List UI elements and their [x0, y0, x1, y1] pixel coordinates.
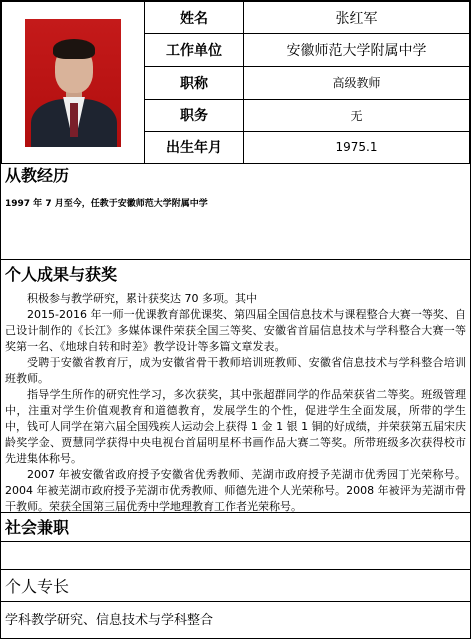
photo-cell — [2, 2, 145, 164]
social-section — [1, 543, 470, 570]
expertise-heading-row — [1, 571, 470, 602]
career-section — [1, 190, 470, 260]
expertise-heading: 个人专长 — [5, 577, 70, 596]
profile-table — [1, 1, 470, 164]
achievements-paragraph: 指导学生所作的研究性学习，多次获奖，其中张超群同学的作品荣获省二等奖。班级管理中，注重对学生价值观教育和道德教育，发展学生的个性，促进学生全面发展，所带的学生中，钱可人同学在第六届全国残疾人运动会上获得 1 金 1 银 1 铜的好成绩，并荣获第五届宋庆龄奖学金、贾慧同学获得中央电视台首届明星杯书画作品大赛二等奖。所带班级多次获得校市先进集体称号。 — [5, 388, 466, 465]
portrait-photo — [25, 19, 121, 147]
expertise-section — [1, 603, 470, 638]
expertise-text: 学科教学研究、信息技术与学科整合 — [5, 613, 214, 628]
birth-value: 1975.1 — [244, 131, 470, 163]
name-label: 姓名 — [145, 2, 244, 34]
social-heading: 社会兼职 — [5, 518, 70, 537]
position-value: 无 — [244, 99, 470, 131]
name-value: 张红军 — [244, 2, 470, 34]
achievements-section — [1, 288, 470, 513]
achievements-paragraph: 积极参与教学研究，累计获奖达 70 多项。其中 — [27, 292, 257, 305]
achievements-paragraph: 2015-2016 年一师一优课教育部优课奖、第四届全国信息技术与课程整合大赛一等奖、自己设计制作的《长江》多媒体课件荣获全国三等奖、安徽省首届信息技术与学科整合大赛一等奖第一名、《地球自转和时差》教学设计等多篇文章发表。 — [5, 308, 466, 353]
career-line: 1997 年 7 月至今，任教于安徽师范大学附属中学 — [5, 199, 208, 209]
career-heading-row — [1, 162, 470, 190]
career-heading: 从教经历 — [5, 166, 70, 185]
unit-label: 工作单位 — [145, 34, 244, 67]
achievements-heading: 个人成果与获奖 — [5, 265, 118, 284]
title-value: 高级教师 — [244, 67, 470, 99]
title-label: 职称 — [145, 67, 244, 99]
position-label: 职务 — [145, 99, 244, 131]
achievements-body — [1, 291, 470, 515]
achievements-paragraph: 受聘于安徽省教育厅，成为安徽省骨干教师培训班教师、安徽省信息技术与学科整合培训班教师。 — [5, 356, 466, 385]
social-heading-row — [1, 514, 470, 542]
achievements-heading-row — [1, 261, 470, 288]
achievements-paragraph: 2007 年被安徽省政府授予安徽省优秀教师、芜湖市政府授予芜湖市优秀园丁光荣称号。2004 年被芜湖市政府授予芜湖市优秀教师、师德先进个人光荣称号。2008 年被评为芜湖市骨干教师。荣获全国第三届优秀中学地理教育工作者光荣称号。 — [5, 468, 466, 513]
unit-value: 安徽师范大学附属中学 — [244, 34, 470, 67]
birth-label: 出生年月 — [145, 131, 244, 163]
